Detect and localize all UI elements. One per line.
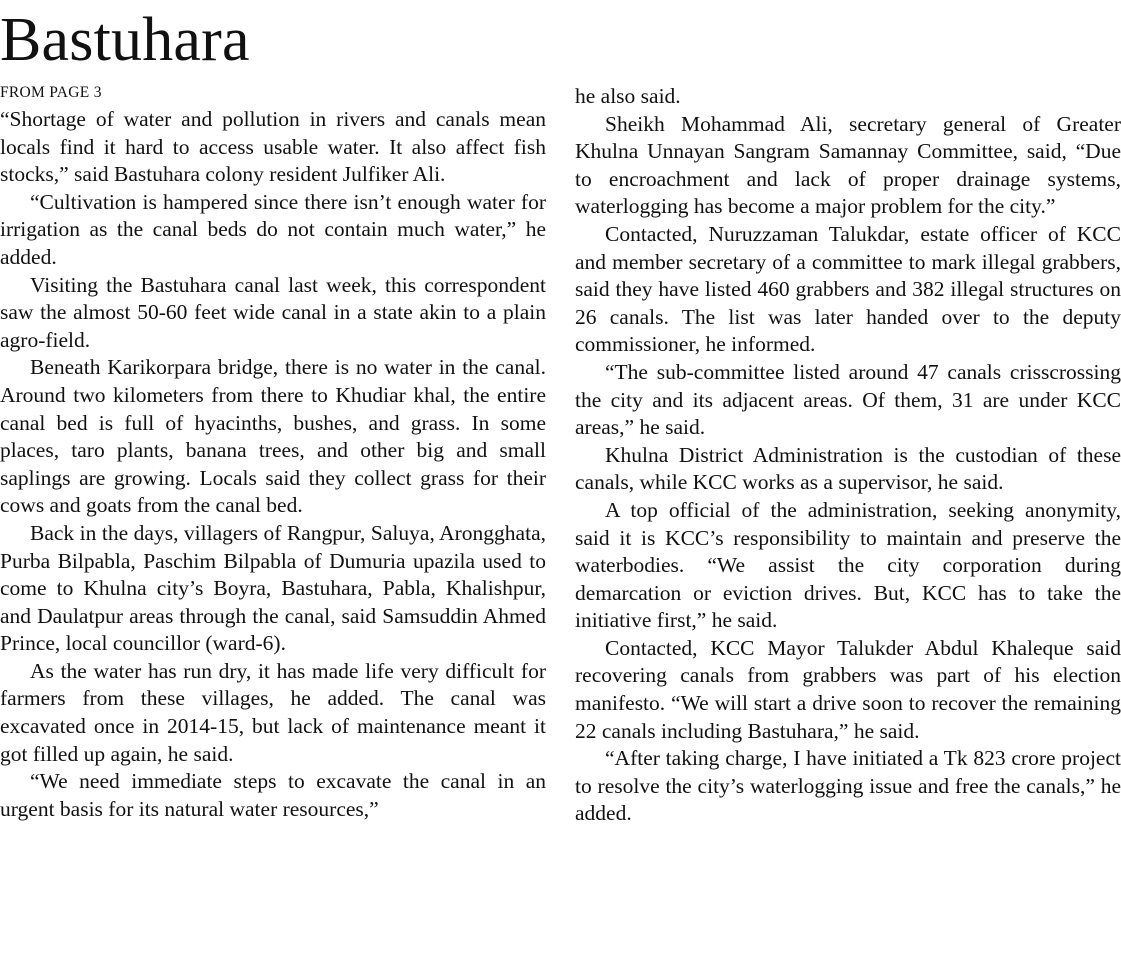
paragraph: “We need immediate steps to excavate the canal in an urgent basis for its natural water resources,” xyxy=(0,769,546,821)
paragraph: Back in the days, villagers of Rangpur, Saluya, Arongghata, Purba Bilpabla, Paschim Bilpabla of Dumuria upazila used to come to Khulna city’s Boyra, Bastuhara, Pabla, Khalishpur, and Daulatpur areas through the canal, said Samsuddin Ahmed Prince, local councillor (ward-6). xyxy=(0,520,546,656)
paragraph: A top official of the administration, seeking anonymity, said it is KCC’s responsibility to maintain and preserve the waterbodies. “We assist the city corporation during demarcation or eviction drives. But, KCC has to take the initiative first,” he said. xyxy=(575,497,1121,633)
paragraph: Visiting the Bastuhara canal last week, this correspondent saw the almost 50-60 feet wide canal in a state akin to a plain agro-field. xyxy=(0,272,546,352)
paragraph: “After taking charge, I have initiated a Tk 823 crore project to resolve the city’s waterlogging issue and free the canals,” he added. xyxy=(575,746,1121,826)
paragraph: Contacted, KCC Mayor Talukder Abdul Khaleque said recovering canals from grabbers was part of his election manifesto. “We will start a drive soon to recover the remaining 22 canals including Bastuhara,” he said. xyxy=(575,635,1121,743)
headline: Bastuhara xyxy=(0,6,250,74)
paragraph: Beneath Karikorpara bridge, there is no water in the canal. Around two kilometers from there to Khudiar khal, the entire canal bed is full of hyacinths, bushes, and grass. In some places, taro plants, banana trees, and other big and small saplings are growing. Locals said they collect grass for their cows and goats from the canal bed. xyxy=(0,355,546,518)
paragraph: As the water has run dry, it has made life very difficult for farmers from these villages, he added. The canal was excavated once in 2014-15, but lack of maintenance meant it got filled up again, he said. xyxy=(0,658,546,766)
continuation-kicker: FROM PAGE 3 xyxy=(0,84,102,101)
paragraph: “The sub-committee listed around 47 canals crisscrossing the city and its adjacent areas. Of them, 31 are under KCC areas,” he said. xyxy=(575,359,1121,440)
article-column-right xyxy=(575,83,1121,828)
paragraph: Khulna District Administration is the custodian of these canals, while KCC works as a supervisor, he said. xyxy=(575,442,1121,495)
paragraph: Contacted, Nuruzzaman Talukdar, estate officer of KCC and member secretary of a committee to mark illegal grabbers, said they have listed 460 grabbers and 382 illegal structures on 26 canals. The list was later handed over to the deputy commissioner, he informed. xyxy=(575,221,1121,357)
paragraph: “Shortage of water and pollution in rivers and canals mean locals find it hard to access usable water. It also affect fish stocks,” said Bastuhara colony resident Julfiker Ali. xyxy=(0,107,546,187)
paragraph: Sheikh Mohammad Ali, secretary general of Greater Khulna Unnayan Sangram Samannay Committee, said, “Due to encroachment and lack of proper drainage systems, waterlogging has become a major problem for the city.” xyxy=(575,111,1121,219)
paragraph: he also said. xyxy=(575,84,681,108)
paragraph: “Cultivation is hampered since there isn’t enough water for irrigation as the canal beds do not contain much water,” he added. xyxy=(0,189,546,269)
article-column-left xyxy=(0,106,546,823)
